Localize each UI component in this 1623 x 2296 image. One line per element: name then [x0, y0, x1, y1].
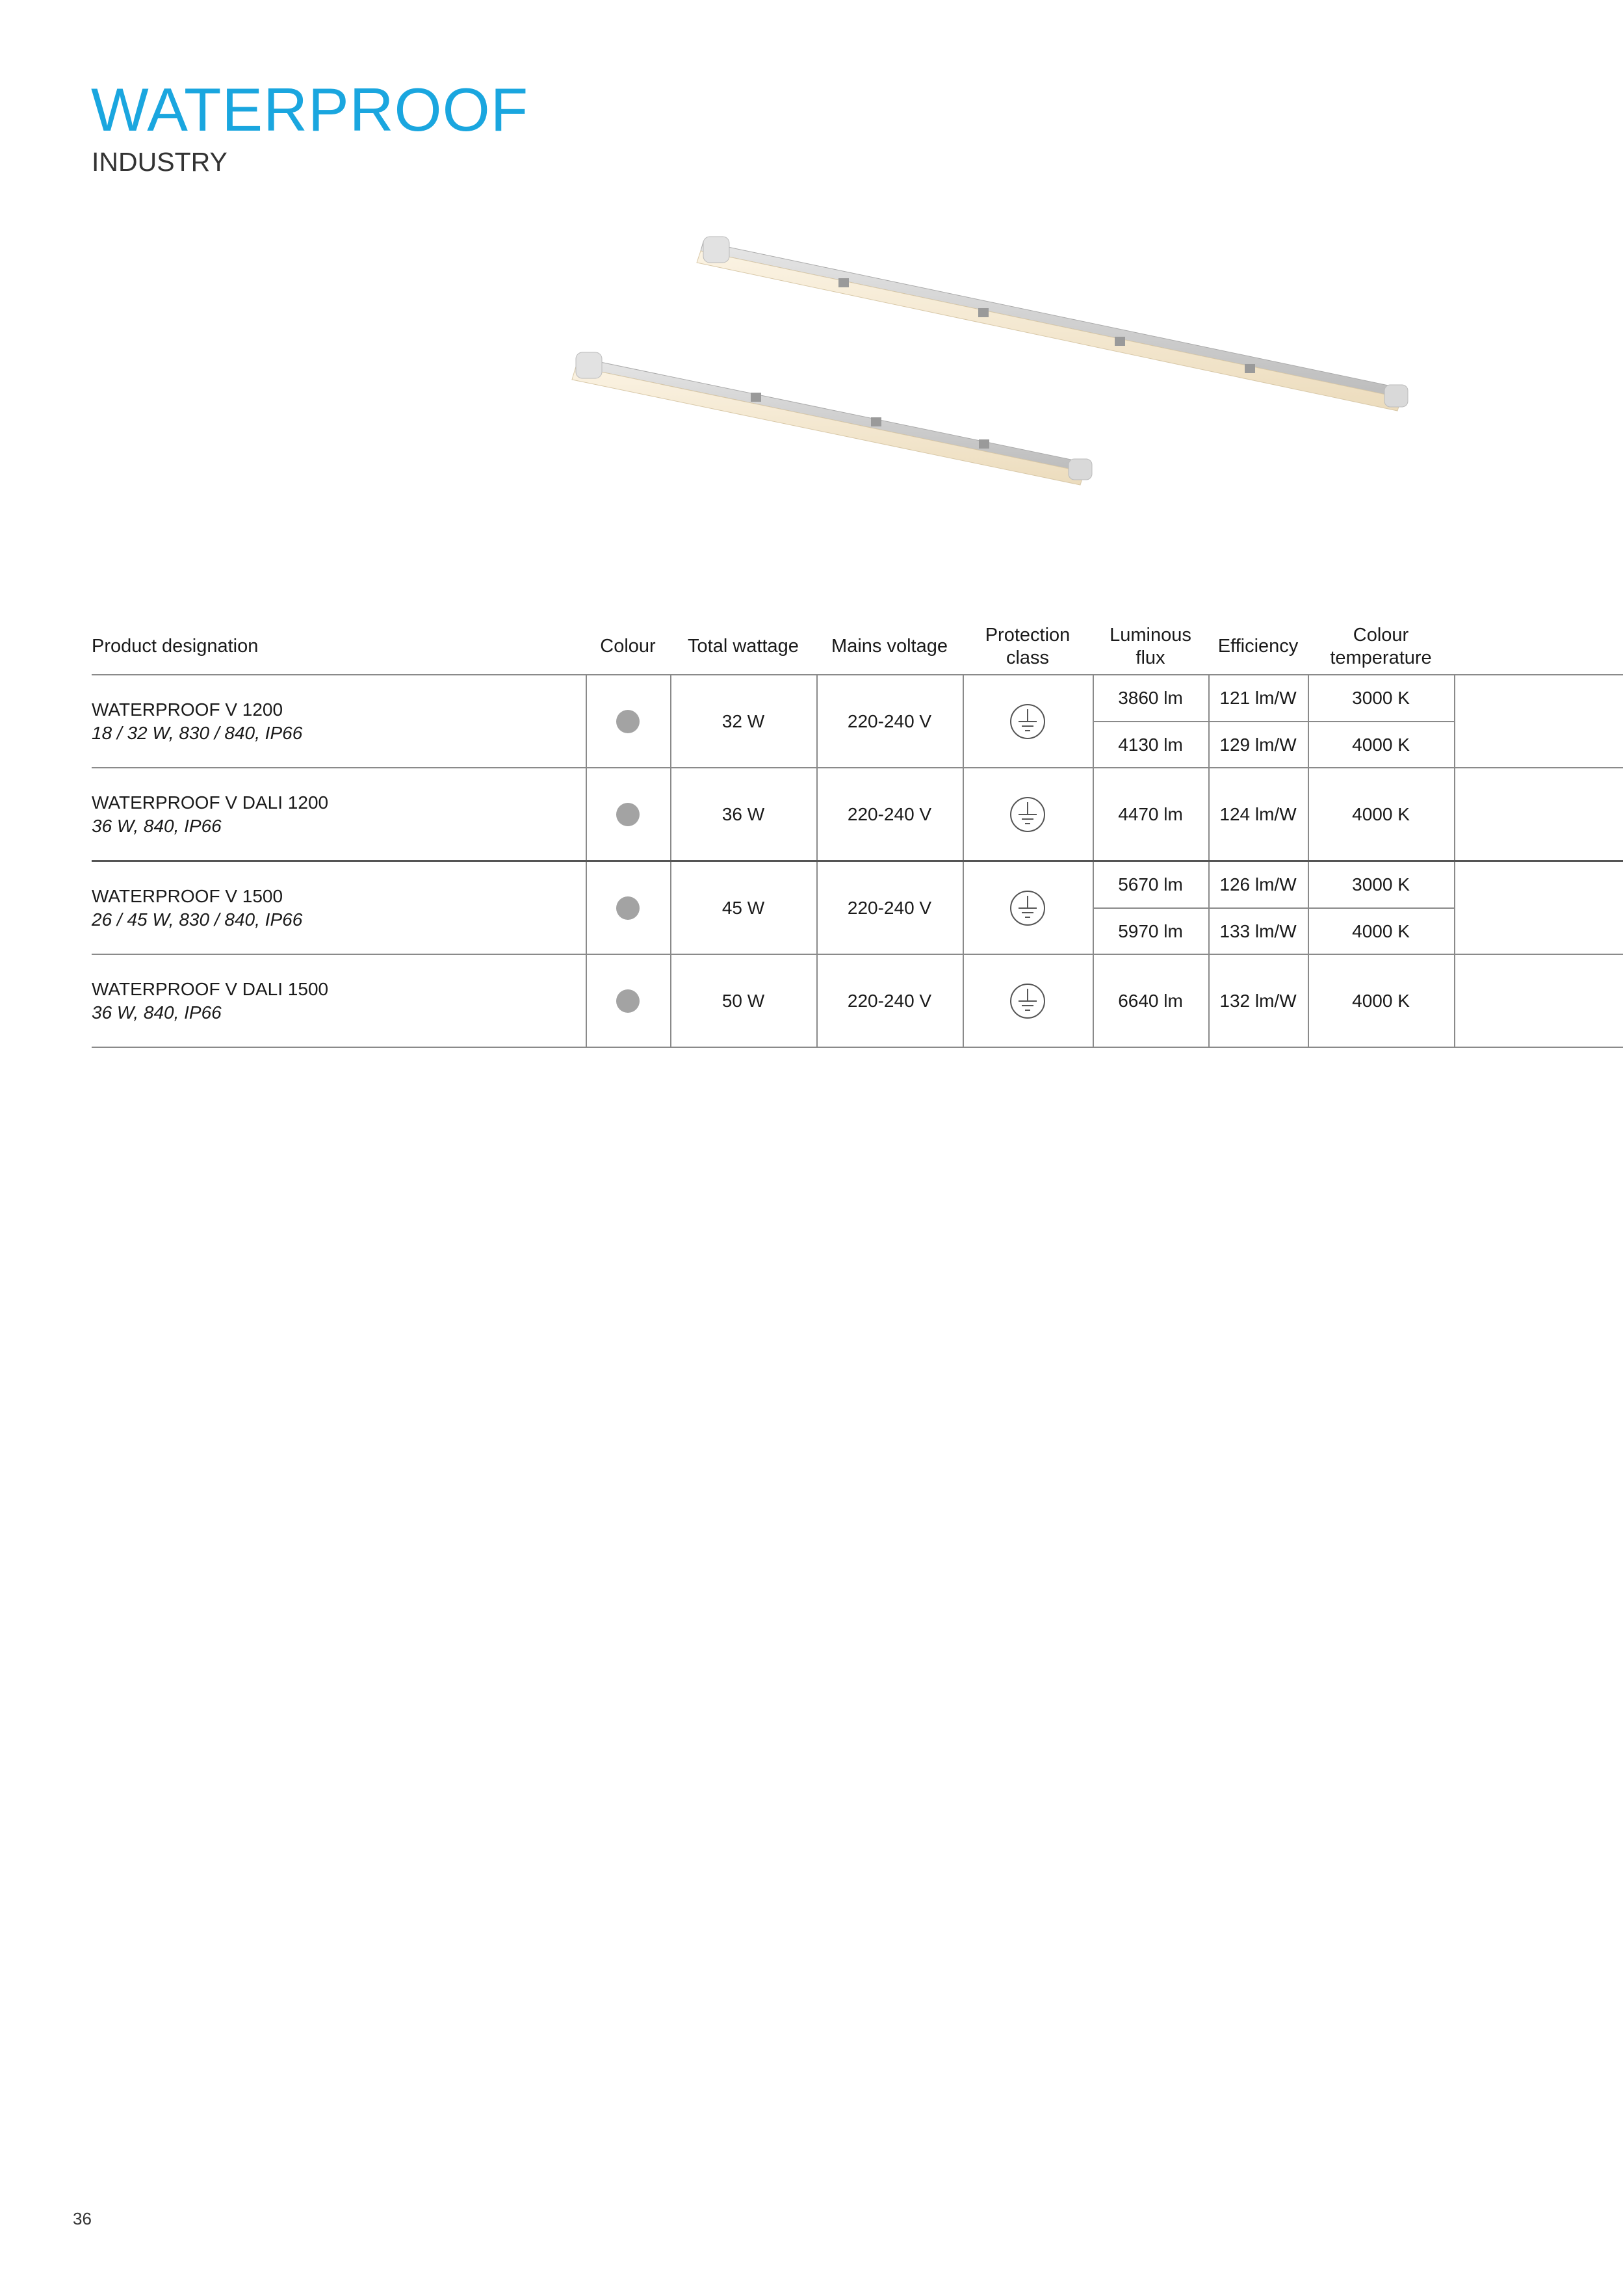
temperature-cell: 4000 K	[1352, 990, 1410, 1011]
flux-cell: 5670 lm	[1118, 874, 1183, 894]
luminaire-long	[697, 237, 1408, 411]
temperature-cell: 4000 K	[1352, 921, 1410, 941]
voltage-cell: 220-240 V	[847, 711, 932, 731]
efficiency-cell: 124 lm/W	[1219, 803, 1297, 824]
colour-swatch	[616, 989, 640, 1013]
wattage-cell: 50 W	[721, 990, 765, 1011]
product-spec: 26 / 45 W, 830 / 840, IP66	[92, 909, 303, 930]
flux-cell: 4470 lm	[1118, 803, 1183, 824]
product-image	[559, 221, 1417, 507]
flux-cell: 3860 lm	[1118, 688, 1183, 708]
header-protection	[963, 619, 1093, 674]
header-temperature-line1: Colour	[1353, 624, 1409, 646]
page-subtitle: INDUSTRY	[92, 147, 227, 177]
colour-cell	[586, 768, 670, 860]
header-voltage: Mains voltage	[831, 636, 948, 657]
header-wattage: Total wattage	[688, 636, 799, 657]
voltage-cell: 220-240 V	[847, 897, 932, 918]
temperature-cell: 3000 K	[1352, 874, 1410, 894]
header-efficiency: Efficiency	[1217, 636, 1299, 657]
protection-cell	[963, 862, 1093, 954]
product-designation	[92, 768, 586, 860]
header-protection-line2: class	[1006, 647, 1050, 668]
table-row	[92, 955, 1623, 1048]
protective-earth-icon	[1009, 703, 1046, 740]
efficiency-cell: 132 lm/W	[1219, 990, 1297, 1011]
header-colour: Colour	[600, 636, 656, 657]
product-name: WATERPROOF V 1500	[92, 885, 283, 906]
flux-cell: 5970 lm	[1118, 921, 1183, 941]
voltage-cell: 220-240 V	[847, 803, 932, 824]
protection-cell	[963, 955, 1093, 1047]
product-name: WATERPROOF V DALI 1200	[92, 792, 329, 813]
product-name: WATERPROOF V DALI 1500	[92, 978, 329, 999]
colour-swatch	[616, 803, 640, 826]
header-flux	[1093, 619, 1208, 674]
table-row	[92, 768, 1623, 862]
temperature-cell: 4000 K	[1352, 803, 1410, 824]
colour-cell	[586, 675, 670, 767]
product-name: WATERPROOF V 1200	[92, 699, 283, 720]
header-flux-line1: Luminous	[1110, 624, 1191, 646]
header-designation: Product designation	[92, 636, 259, 657]
wattage-cell: 32 W	[721, 711, 765, 731]
table-row	[92, 675, 1623, 768]
product-designation	[92, 675, 586, 767]
efficiency-cell: 121 lm/W	[1219, 688, 1297, 708]
wattage-cell: 36 W	[721, 803, 765, 824]
product-spec: 36 W, 840, IP66	[92, 1002, 222, 1023]
protective-earth-icon	[1009, 982, 1046, 1020]
efficiency-cell: 129 lm/W	[1219, 735, 1297, 755]
voltage-cell: 220-240 V	[847, 990, 932, 1011]
colour-swatch	[616, 896, 640, 920]
product-designation	[92, 955, 586, 1047]
protective-earth-icon	[1009, 889, 1046, 927]
table-row	[92, 862, 1623, 955]
wattage-cell: 45 W	[721, 897, 765, 918]
protection-cell	[963, 675, 1093, 767]
colour-cell	[586, 955, 670, 1047]
page-title: WATERPROOF	[91, 75, 529, 144]
table-header	[92, 619, 1623, 675]
header-flux-line2: flux	[1136, 647, 1165, 668]
product-spec: 36 W, 840, IP66	[92, 815, 222, 836]
product-spec: 18 / 32 W, 830 / 840, IP66	[92, 722, 303, 743]
efficiency-cell: 133 lm/W	[1219, 921, 1297, 941]
temperature-cell: 4000 K	[1352, 735, 1410, 755]
colour-cell	[586, 862, 670, 954]
temperature-cell: 3000 K	[1352, 688, 1410, 708]
flux-cell: 4130 lm	[1118, 735, 1183, 755]
header-temperature	[1308, 619, 1454, 674]
header-protection-line1: Protection	[985, 624, 1071, 646]
flux-cell: 6640 lm	[1118, 990, 1183, 1011]
luminaire-short	[572, 352, 1092, 485]
protection-cell	[963, 768, 1093, 860]
colour-swatch	[616, 710, 640, 733]
header-temperature-line2: temperature	[1330, 647, 1432, 668]
page-number: 36	[73, 2209, 92, 2228]
efficiency-cell: 126 lm/W	[1219, 874, 1297, 894]
protective-earth-icon	[1009, 796, 1046, 833]
product-designation	[92, 862, 586, 954]
